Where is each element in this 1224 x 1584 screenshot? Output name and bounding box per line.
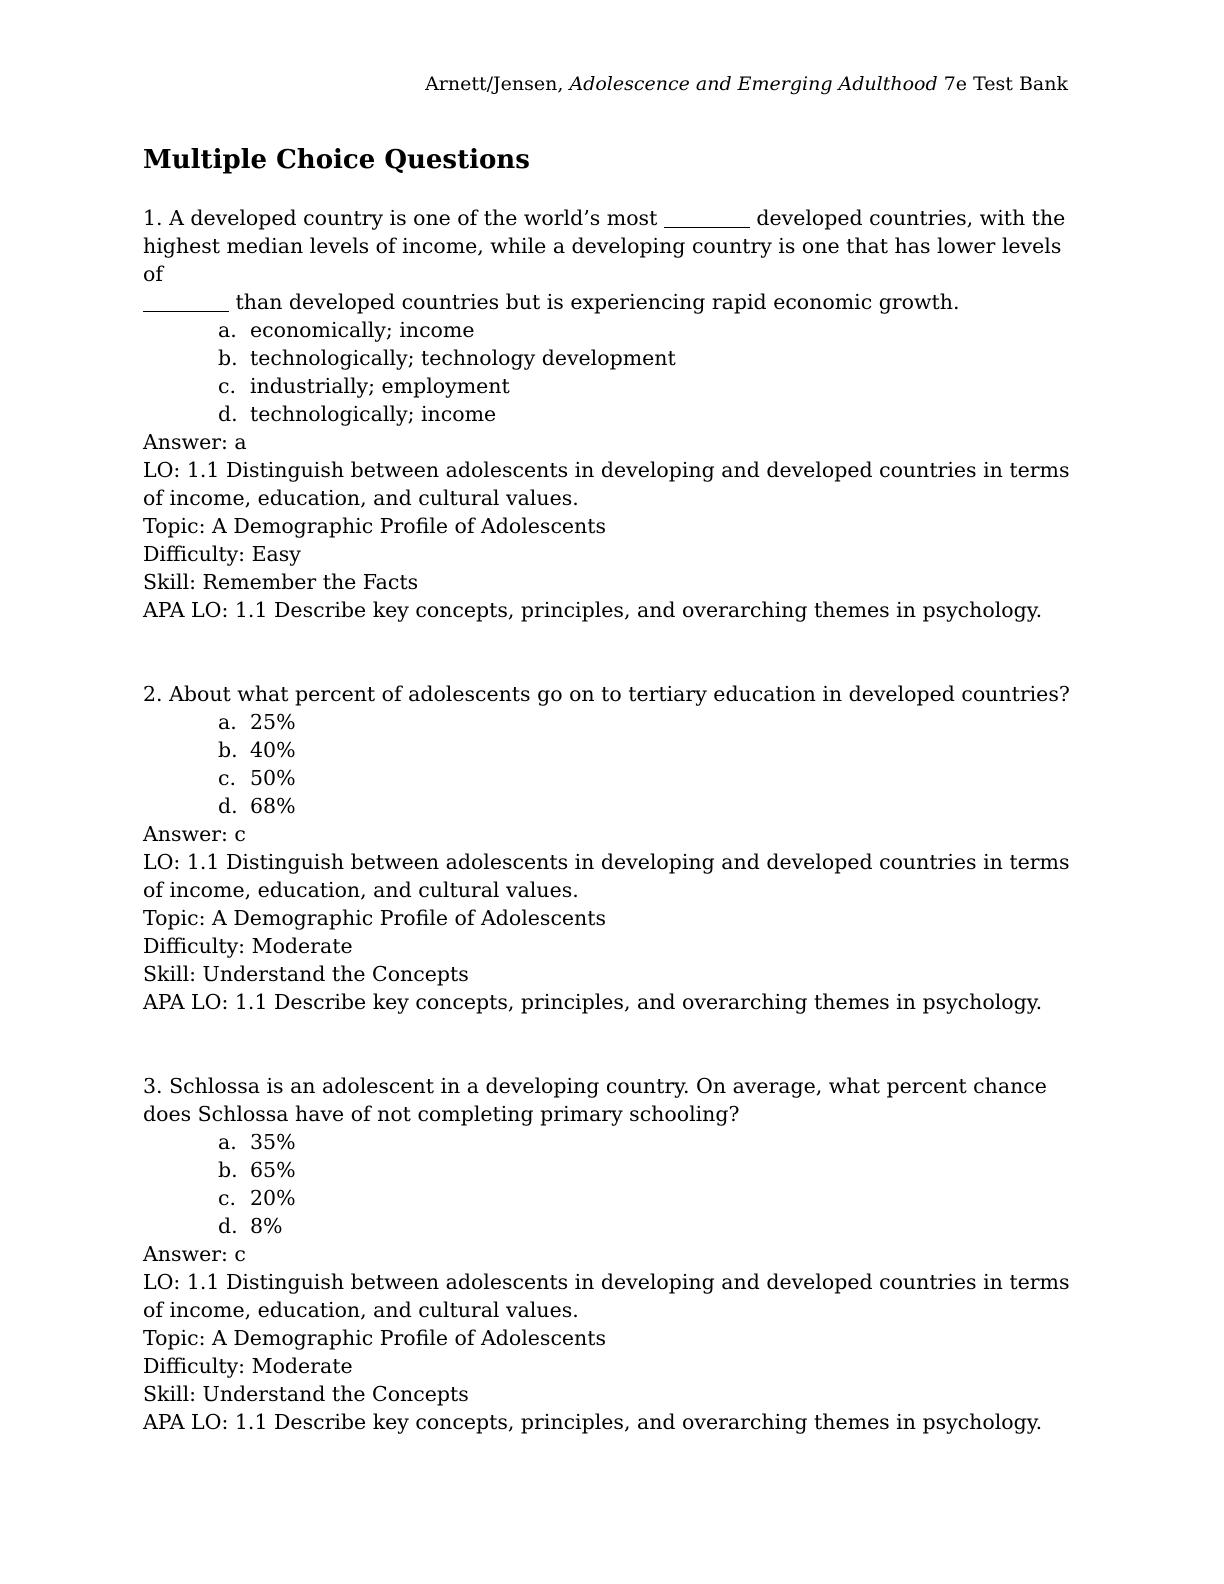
header-book-title: Adolescence and Emerging Adulthood: [569, 73, 938, 95]
answer-line: Answer: c: [143, 1242, 246, 1266]
option-text: 25%: [250, 710, 296, 734]
question-3: [143, 1072, 1073, 1436]
apa-lo-line: APA LO: 1.1 Describe key concepts, principles, and overarching themes in psychology.: [143, 1410, 1043, 1434]
option-letter: b.: [218, 346, 238, 370]
answer-line: Answer: a: [143, 430, 247, 454]
header-authors: Arnett/Jensen,: [425, 73, 564, 95]
option-text: industrially; employment: [250, 374, 510, 398]
option-a: [143, 708, 1073, 736]
option-list: [143, 708, 1073, 820]
stem-part: than developed countries but is experiencing rapid economic growth.: [235, 290, 960, 314]
option-d: [143, 1212, 1073, 1240]
answer-blank: [664, 207, 750, 228]
option-letter: a.: [218, 710, 237, 734]
option-letter: b.: [218, 1158, 238, 1182]
option-a: [143, 1128, 1073, 1156]
option-text: 8%: [250, 1214, 283, 1238]
option-c: [143, 764, 1073, 792]
option-text: economically; income: [250, 318, 475, 342]
topic-line: Topic: A Demographic Profile of Adolescents: [143, 906, 607, 930]
option-text: 35%: [250, 1130, 296, 1154]
page-header: [425, 72, 1068, 96]
option-b: [143, 1156, 1073, 1184]
learning-objective: LO: 1.1 Distinguish between adolescents in developing and developed countries in terms of income, education, and cultural values.: [143, 1270, 1070, 1322]
option-letter: c.: [218, 374, 236, 398]
option-text: technologically; income: [250, 402, 497, 426]
skill-line: Skill: Understand the Concepts: [143, 1382, 469, 1406]
option-letter: d.: [218, 1214, 238, 1238]
option-text: 50%: [250, 766, 296, 790]
difficulty-line: Difficulty: Easy: [143, 542, 301, 566]
option-b: [143, 736, 1073, 764]
apa-lo-line: APA LO: 1.1 Describe key concepts, principles, and overarching themes in psychology.: [143, 598, 1043, 622]
option-list: [143, 1128, 1073, 1240]
option-letter: b.: [218, 738, 238, 762]
header-suffix: 7e Test Bank: [943, 73, 1068, 95]
answer-line: Answer: c: [143, 822, 246, 846]
topic-line: Topic: A Demographic Profile of Adolescents: [143, 514, 607, 538]
option-d: [143, 400, 1073, 428]
question-stem: 2. About what percent of adolescents go on to tertiary education in developed countries?: [143, 682, 1070, 706]
option-d: [143, 792, 1073, 820]
learning-objective: LO: 1.1 Distinguish between adolescents in developing and developed countries in terms of income, education, and cultural values.: [143, 458, 1070, 510]
option-text: 65%: [250, 1158, 296, 1182]
skill-line: Skill: Remember the Facts: [143, 570, 419, 594]
difficulty-line: Difficulty: Moderate: [143, 1354, 353, 1378]
option-letter: a.: [218, 318, 237, 342]
option-c: [143, 1184, 1073, 1212]
option-letter: d.: [218, 402, 238, 426]
option-b: [143, 344, 1073, 372]
option-text: 20%: [250, 1186, 296, 1210]
difficulty-line: Difficulty: Moderate: [143, 934, 353, 958]
skill-line: Skill: Understand the Concepts: [143, 962, 469, 986]
stem-part: developed countries, with the highest median levels of income, while a developing country is one that has lower levels of: [143, 206, 1066, 286]
question-stem: 3. Schlossa is an adolescent in a developing country. On average, what percent chance does Schlossa have of not completing primary schooling?: [143, 1074, 1047, 1126]
option-text: technologically; technology development: [250, 346, 676, 370]
answer-blank: [143, 291, 229, 312]
option-text: 40%: [250, 738, 296, 762]
page-title: Multiple Choice Questions: [143, 145, 530, 175]
learning-objective: LO: 1.1 Distinguish between adolescents in developing and developed countries in terms of income, education, and cultural values.: [143, 850, 1070, 902]
option-a: [143, 316, 1073, 344]
option-letter: c.: [218, 766, 236, 790]
option-letter: a.: [218, 1130, 237, 1154]
option-letter: d.: [218, 794, 238, 818]
option-letter: c.: [218, 1186, 236, 1210]
stem-part: 1. A developed country is one of the world’s most: [143, 206, 658, 230]
apa-lo-line: APA LO: 1.1 Describe key concepts, principles, and overarching themes in psychology.: [143, 990, 1043, 1014]
topic-line: Topic: A Demographic Profile of Adolescents: [143, 1326, 607, 1350]
option-c: [143, 372, 1073, 400]
option-text: 68%: [250, 794, 296, 818]
option-list: [143, 316, 1073, 428]
question-stem: [143, 204, 1073, 316]
question-1: [143, 204, 1073, 624]
question-2: [143, 680, 1073, 1016]
question-list: [143, 204, 1073, 1492]
